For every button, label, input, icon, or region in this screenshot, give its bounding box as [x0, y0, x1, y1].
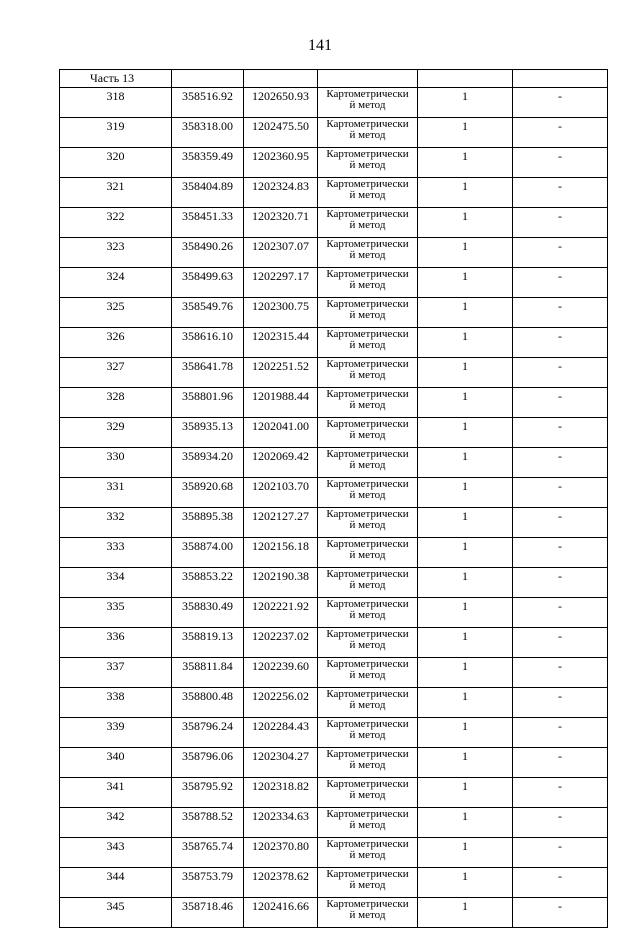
point-number-cell: 336	[60, 628, 172, 658]
x-coordinate-cell: 358796.06	[172, 748, 244, 778]
description-cell: -	[513, 898, 608, 928]
y-coordinate-cell: 1202190.38	[244, 568, 318, 598]
method-cell	[318, 748, 418, 778]
method-cell	[318, 88, 418, 118]
accuracy-cell: 1	[418, 358, 513, 388]
description-cell: -	[513, 838, 608, 868]
point-number-cell: 320	[60, 148, 172, 178]
point-number-cell: 341	[60, 778, 172, 808]
description-cell: -	[513, 568, 608, 598]
method-line-2: й метод	[349, 459, 386, 471]
table-row	[60, 718, 608, 748]
method-cell	[318, 538, 418, 568]
table-row	[60, 358, 608, 388]
accuracy-cell: 1	[418, 568, 513, 598]
table-row	[60, 478, 608, 508]
method-cell	[318, 148, 418, 178]
description-cell: -	[513, 748, 608, 778]
description-cell: -	[513, 118, 608, 148]
table-row	[60, 208, 608, 238]
method-line-2: й метод	[349, 279, 386, 291]
table-body	[60, 70, 608, 928]
y-coordinate-cell: 1202318.82	[244, 778, 318, 808]
method-cell	[318, 688, 418, 718]
accuracy-cell: 1	[418, 748, 513, 778]
x-coordinate-cell: 358934.20	[172, 448, 244, 478]
method-line-1: Картометрически	[326, 628, 409, 640]
x-coordinate-cell: 358830.49	[172, 598, 244, 628]
description-cell: -	[513, 628, 608, 658]
description-cell: -	[513, 208, 608, 238]
accuracy-cell: 1	[418, 508, 513, 538]
description-cell: -	[513, 328, 608, 358]
point-number-cell: 318	[60, 88, 172, 118]
accuracy-cell: 1	[418, 208, 513, 238]
y-coordinate-cell: 1202284.43	[244, 718, 318, 748]
method-line-2: й метод	[349, 849, 386, 861]
y-coordinate-cell: 1202069.42	[244, 448, 318, 478]
y-coordinate-cell: 1202127.27	[244, 508, 318, 538]
method-line-2: й метод	[349, 429, 386, 441]
table-row	[60, 598, 608, 628]
table-row	[60, 868, 608, 898]
x-coordinate-cell: 358920.68	[172, 478, 244, 508]
y-coordinate-cell: 1202416.66	[244, 898, 318, 928]
y-coordinate-cell: 1202324.83	[244, 178, 318, 208]
y-coordinate-cell: 1202103.70	[244, 478, 318, 508]
accuracy-cell: 1	[418, 88, 513, 118]
method-line-2: й метод	[349, 129, 386, 141]
description-cell: -	[513, 808, 608, 838]
y-coordinate-cell: 1202041.00	[244, 418, 318, 448]
x-coordinate-cell: 358318.00	[172, 118, 244, 148]
description-cell: -	[513, 718, 608, 748]
accuracy-cell: 1	[418, 868, 513, 898]
x-coordinate-cell: 358895.38	[172, 508, 244, 538]
accuracy-cell: 1	[418, 688, 513, 718]
method-cell	[318, 478, 418, 508]
method-line-2: й метод	[349, 549, 386, 561]
x-coordinate-cell: 358765.74	[172, 838, 244, 868]
x-coordinate-cell: 358451.33	[172, 208, 244, 238]
page-number: 141	[308, 37, 332, 54]
method-line-1: Картометрически	[326, 718, 409, 730]
description-cell: -	[513, 778, 608, 808]
method-cell	[318, 718, 418, 748]
accuracy-cell: 1	[418, 808, 513, 838]
description-cell: -	[513, 268, 608, 298]
point-number-cell: 335	[60, 598, 172, 628]
table-row	[60, 568, 608, 598]
accuracy-cell: 1	[418, 898, 513, 928]
method-line-1: Картометрически	[326, 418, 409, 430]
accuracy-cell: 1	[418, 388, 513, 418]
method-line-2: й метод	[349, 249, 386, 261]
table-row	[60, 268, 608, 298]
x-coordinate-cell: 358874.00	[172, 538, 244, 568]
description-cell: -	[513, 298, 608, 328]
y-coordinate-cell: 1201988.44	[244, 388, 318, 418]
accuracy-cell: 1	[418, 298, 513, 328]
method-cell	[318, 388, 418, 418]
point-number-cell: 328	[60, 388, 172, 418]
description-cell: -	[513, 598, 608, 628]
table-row	[60, 418, 608, 448]
method-line-1: Картометрически	[326, 508, 409, 520]
part-label: Часть 13	[60, 70, 172, 88]
x-coordinate-cell: 358490.26	[172, 238, 244, 268]
table-row	[60, 328, 608, 358]
method-cell	[318, 298, 418, 328]
method-line-1: Картометрически	[326, 868, 409, 880]
y-coordinate-cell: 1202251.52	[244, 358, 318, 388]
y-coordinate-cell: 1202307.07	[244, 238, 318, 268]
method-line-1: Картометрически	[326, 568, 409, 580]
table-row	[60, 148, 608, 178]
table-row	[60, 658, 608, 688]
accuracy-cell: 1	[418, 238, 513, 268]
accuracy-cell: 1	[418, 448, 513, 478]
method-line-2: й метод	[349, 819, 386, 831]
y-coordinate-cell: 1202221.92	[244, 598, 318, 628]
y-coordinate-cell: 1202237.02	[244, 628, 318, 658]
table-row	[60, 388, 608, 418]
point-number-cell: 331	[60, 478, 172, 508]
method-line-1: Картометрически	[326, 118, 409, 130]
description-cell: -	[513, 388, 608, 418]
method-line-2: й метод	[349, 909, 386, 921]
description-cell: -	[513, 538, 608, 568]
point-number-cell: 338	[60, 688, 172, 718]
method-cell	[318, 778, 418, 808]
method-line-2: й метод	[349, 789, 386, 801]
table-row	[60, 178, 608, 208]
method-cell	[318, 598, 418, 628]
table-row	[60, 508, 608, 538]
accuracy-cell: 1	[418, 538, 513, 568]
method-line-2: й метод	[349, 99, 386, 111]
x-coordinate-cell: 358795.92	[172, 778, 244, 808]
method-line-1: Картометрически	[326, 478, 409, 490]
method-line-1: Картометрически	[326, 778, 409, 790]
table-row	[60, 808, 608, 838]
method-cell	[318, 268, 418, 298]
point-number-cell: 319	[60, 118, 172, 148]
description-cell: -	[513, 148, 608, 178]
accuracy-cell: 1	[418, 838, 513, 868]
x-coordinate-cell: 358811.84	[172, 658, 244, 688]
table-row	[60, 838, 608, 868]
point-number-cell: 334	[60, 568, 172, 598]
point-number-cell: 340	[60, 748, 172, 778]
method-line-2: й метод	[349, 489, 386, 501]
method-cell	[318, 178, 418, 208]
accuracy-cell: 1	[418, 628, 513, 658]
header-cell-x	[172, 70, 244, 88]
method-line-1: Картометрически	[326, 328, 409, 340]
accuracy-cell: 1	[418, 178, 513, 208]
point-number-cell: 332	[60, 508, 172, 538]
description-cell: -	[513, 358, 608, 388]
method-line-1: Картометрически	[326, 598, 409, 610]
method-line-2: й метод	[349, 339, 386, 351]
table-row	[60, 778, 608, 808]
point-number-cell: 322	[60, 208, 172, 238]
accuracy-cell: 1	[418, 598, 513, 628]
point-number-cell: 327	[60, 358, 172, 388]
y-coordinate-cell: 1202360.95	[244, 148, 318, 178]
description-cell: -	[513, 448, 608, 478]
table-row	[60, 88, 608, 118]
method-cell	[318, 898, 418, 928]
method-line-2: й метод	[349, 579, 386, 591]
method-line-2: й метод	[349, 219, 386, 231]
method-line-1: Картометрически	[326, 208, 409, 220]
table-row	[60, 688, 608, 718]
y-coordinate-cell: 1202256.02	[244, 688, 318, 718]
y-coordinate-cell: 1202475.50	[244, 118, 318, 148]
method-line-1: Картометрически	[326, 238, 409, 250]
method-cell	[318, 208, 418, 238]
description-cell: -	[513, 418, 608, 448]
x-coordinate-cell: 358853.22	[172, 568, 244, 598]
method-line-2: й метод	[349, 879, 386, 891]
header-cell-method	[318, 70, 418, 88]
method-line-2: й метод	[349, 669, 386, 681]
method-line-1: Картометрически	[326, 538, 409, 550]
x-coordinate-cell: 358616.10	[172, 328, 244, 358]
x-coordinate-cell: 358800.48	[172, 688, 244, 718]
point-number-cell: 329	[60, 418, 172, 448]
method-line-1: Картометрически	[326, 448, 409, 460]
method-cell	[318, 448, 418, 478]
method-line-2: й метод	[349, 609, 386, 621]
method-line-1: Картометрически	[326, 388, 409, 400]
y-coordinate-cell: 1202297.17	[244, 268, 318, 298]
point-number-cell: 330	[60, 448, 172, 478]
method-cell	[318, 628, 418, 658]
x-coordinate-cell: 358499.63	[172, 268, 244, 298]
point-number-cell: 321	[60, 178, 172, 208]
point-number-cell: 343	[60, 838, 172, 868]
method-line-1: Картометрически	[326, 688, 409, 700]
y-coordinate-cell: 1202315.44	[244, 328, 318, 358]
point-number-cell: 337	[60, 658, 172, 688]
x-coordinate-cell: 358796.24	[172, 718, 244, 748]
method-line-1: Картометрически	[326, 358, 409, 370]
method-cell	[318, 418, 418, 448]
method-cell	[318, 808, 418, 838]
x-coordinate-cell: 358801.96	[172, 388, 244, 418]
x-coordinate-cell: 358788.52	[172, 808, 244, 838]
point-number-cell: 326	[60, 328, 172, 358]
x-coordinate-cell: 358753.79	[172, 868, 244, 898]
method-line-2: й метод	[349, 159, 386, 171]
description-cell: -	[513, 508, 608, 538]
point-number-cell: 344	[60, 868, 172, 898]
x-coordinate-cell: 358641.78	[172, 358, 244, 388]
table-row	[60, 238, 608, 268]
accuracy-cell: 1	[418, 328, 513, 358]
point-number-cell: 342	[60, 808, 172, 838]
accuracy-cell: 1	[418, 778, 513, 808]
accuracy-cell: 1	[418, 418, 513, 448]
method-line-1: Картометрически	[326, 748, 409, 760]
point-number-cell: 345	[60, 898, 172, 928]
x-coordinate-cell: 358718.46	[172, 898, 244, 928]
method-line-1: Картометрически	[326, 298, 409, 310]
y-coordinate-cell: 1202239.60	[244, 658, 318, 688]
point-number-cell: 325	[60, 298, 172, 328]
header-cell-y	[244, 70, 318, 88]
point-number-cell: 324	[60, 268, 172, 298]
table-header-row	[60, 70, 608, 88]
method-line-2: й метод	[349, 399, 386, 411]
table-row	[60, 898, 608, 928]
method-line-1: Картометрически	[326, 838, 409, 850]
method-cell	[318, 238, 418, 268]
method-cell	[318, 508, 418, 538]
x-coordinate-cell: 358359.49	[172, 148, 244, 178]
description-cell: -	[513, 88, 608, 118]
method-line-1: Картометрически	[326, 808, 409, 820]
method-cell	[318, 118, 418, 148]
description-cell: -	[513, 238, 608, 268]
table-row	[60, 748, 608, 778]
table-row	[60, 538, 608, 568]
accuracy-cell: 1	[418, 478, 513, 508]
method-line-2: й метод	[349, 729, 386, 741]
method-line-2: й метод	[349, 309, 386, 321]
table-row	[60, 118, 608, 148]
header-cell-accuracy	[418, 70, 513, 88]
method-line-2: й метод	[349, 699, 386, 711]
method-line-2: й метод	[349, 639, 386, 651]
method-line-2: й метод	[349, 519, 386, 531]
y-coordinate-cell: 1202300.75	[244, 298, 318, 328]
y-coordinate-cell: 1202334.63	[244, 808, 318, 838]
method-cell	[318, 658, 418, 688]
x-coordinate-cell: 358819.13	[172, 628, 244, 658]
coordinates-table	[59, 69, 608, 928]
accuracy-cell: 1	[418, 118, 513, 148]
accuracy-cell: 1	[418, 718, 513, 748]
x-coordinate-cell: 358935.13	[172, 418, 244, 448]
y-coordinate-cell: 1202650.93	[244, 88, 318, 118]
method-line-1: Картометрически	[326, 88, 409, 100]
description-cell: -	[513, 478, 608, 508]
point-number-cell: 339	[60, 718, 172, 748]
method-cell	[318, 568, 418, 598]
table-row	[60, 448, 608, 478]
y-coordinate-cell: 1202320.71	[244, 208, 318, 238]
method-line-2: й метод	[349, 189, 386, 201]
method-cell	[318, 358, 418, 388]
accuracy-cell: 1	[418, 148, 513, 178]
accuracy-cell: 1	[418, 658, 513, 688]
method-line-1: Картометрически	[326, 268, 409, 280]
description-cell: -	[513, 658, 608, 688]
y-coordinate-cell: 1202156.18	[244, 538, 318, 568]
method-cell	[318, 868, 418, 898]
x-coordinate-cell: 358549.76	[172, 298, 244, 328]
description-cell: -	[513, 688, 608, 718]
method-line-1: Картометрически	[326, 898, 409, 910]
y-coordinate-cell: 1202378.62	[244, 868, 318, 898]
method-line-2: й метод	[349, 759, 386, 771]
point-number-cell: 323	[60, 238, 172, 268]
x-coordinate-cell: 358404.89	[172, 178, 244, 208]
header-cell-description	[513, 70, 608, 88]
method-line-1: Картометрически	[326, 178, 409, 190]
description-cell: -	[513, 178, 608, 208]
method-cell	[318, 838, 418, 868]
table-row	[60, 628, 608, 658]
y-coordinate-cell: 1202370.80	[244, 838, 318, 868]
description-cell: -	[513, 868, 608, 898]
accuracy-cell: 1	[418, 268, 513, 298]
method-line-1: Картометрически	[326, 148, 409, 160]
method-cell	[318, 328, 418, 358]
y-coordinate-cell: 1202304.27	[244, 748, 318, 778]
point-number-cell: 333	[60, 538, 172, 568]
method-line-1: Картометрически	[326, 658, 409, 670]
table-row	[60, 298, 608, 328]
method-line-2: й метод	[349, 369, 386, 381]
x-coordinate-cell: 358516.92	[172, 88, 244, 118]
